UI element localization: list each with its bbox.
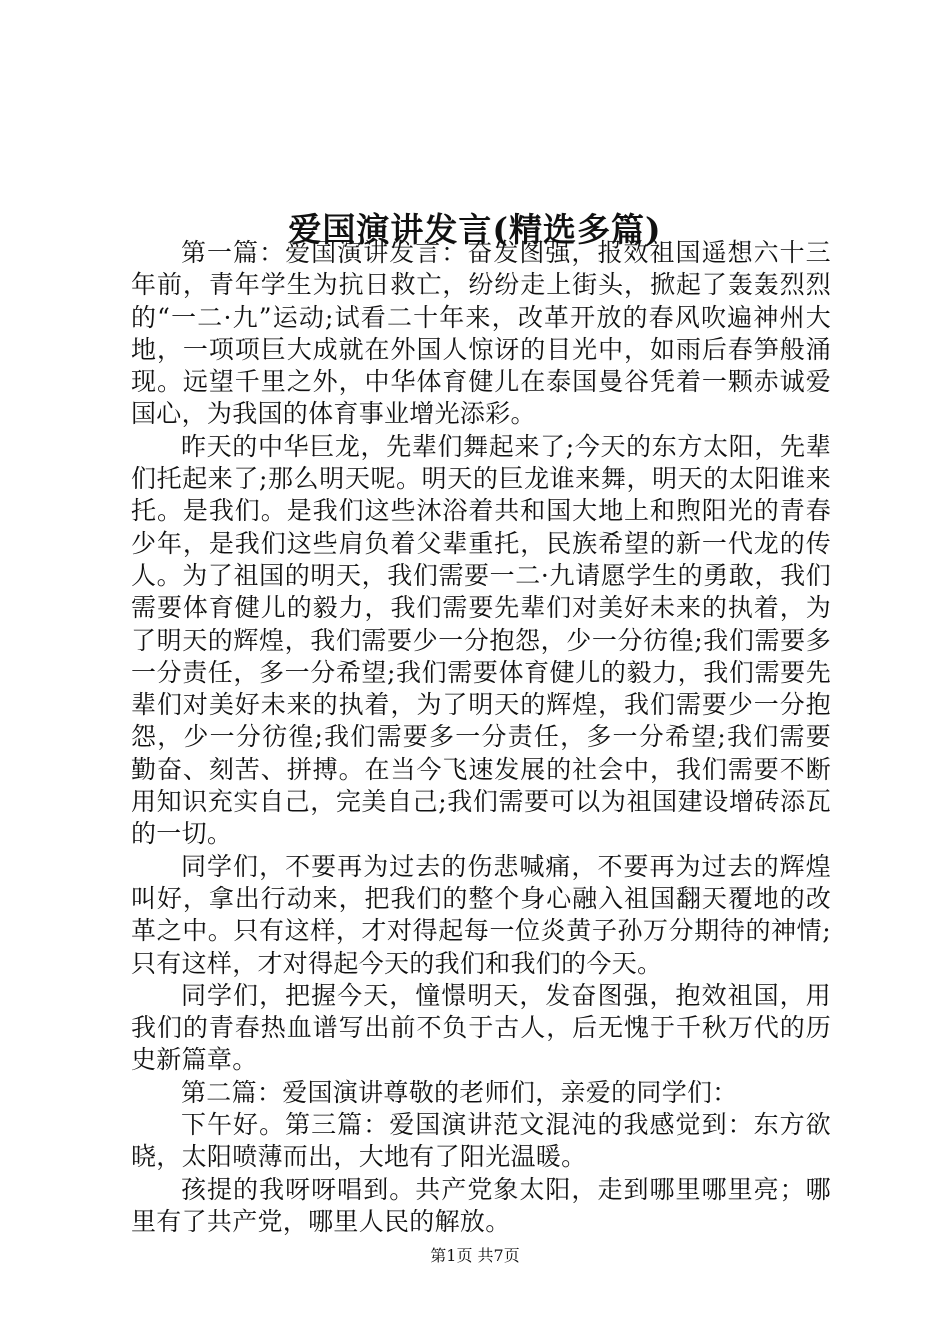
paragraph-7: 孩提的我呀呀唱到。共产党象太阳，走到哪里哪里亮；哪里有了共产党，哪里人民的解放。 [131, 1174, 831, 1236]
paragraph-3: 同学们，不要再为过去的伤悲喊痛，不要再为过去的辉煌叫好，拿出行动来，把我们的整个身心融入祖国翻天覆地的改革之中。只有这样，才对得起每一位炎黄子孙万分期待的神情;只有这样，才对得起今天的我们和我们的今天。 [131, 851, 831, 978]
paragraph-6: 下午好。第三篇：爱国演讲范文混沌的我感觉到：东方欲晓，太阳喷薄而出，大地有了阳光温暖。 [131, 1110, 831, 1172]
paragraph-2: 昨天的中华巨龙，先辈们舞起来了;今天的东方太阳，先辈们托起来了;那么明天呢。明天的巨龙谁来舞，明天的太阳谁来托。是我们。是我们这些沐浴着共和国大地上和煦阳光的青春少年，是我们这些肩负着父辈重托，民族希望的新一代龙的传人。为了祖国的明天，我们需要一二·九请愿学生的勇敢，我们需要体育健儿的毅力，我们需要先辈们对美好未来的执着，为了明天的辉煌，我们需要少一分抱怨，少一分彷徨;我们需要多一分责任，多一分希望;我们需要体育健儿的毅力，我们需要先辈们对美好未来的执着，为了明天的辉煌，我们需要少一分抱怨，少一分彷徨;我们需要多一分责任，多一分希望;我们需要勤奋、刻苦、拼搏。在当今飞速发展的社会中，我们需要不断用知识充实自己，完美自己;我们需要可以为祖国建设增砖添瓦的一切。 [131, 431, 831, 849]
document-body [131, 237, 831, 1238]
paragraph-1: 第一篇：爱国演讲发言：奋发图强，报效祖国遥想六十三年前，青年学生为抗日救亡，纷纷走上街头，掀起了轰轰烈烈的“一二·九”运动;试看二十年来，改革开放的春风吹遍神州大地，一项项巨大成就在外国人惊讶的目光中，如雨后春笋般涌现。远望千里之外，中华体育健儿在泰国曼谷凭着一颗赤诚爱国心，为我国的体育事业增光添彩。 [131, 238, 831, 429]
document-title: 爱国演讲发言(精选多篇) [288, 210, 662, 250]
paragraph-5: 第二篇：爱国演讲尊敬的老师们，亲爱的同学们： [181, 1077, 738, 1107]
paragraph-4: 同学们，把握今天，憧憬明天，发奋图强，抱效祖国，用我们的青春热血谱写出前不负于古人，后无愧于千秋万代的历史新篇章。 [131, 980, 831, 1075]
page-footer: 第1页 共7页 [430, 1246, 520, 1265]
